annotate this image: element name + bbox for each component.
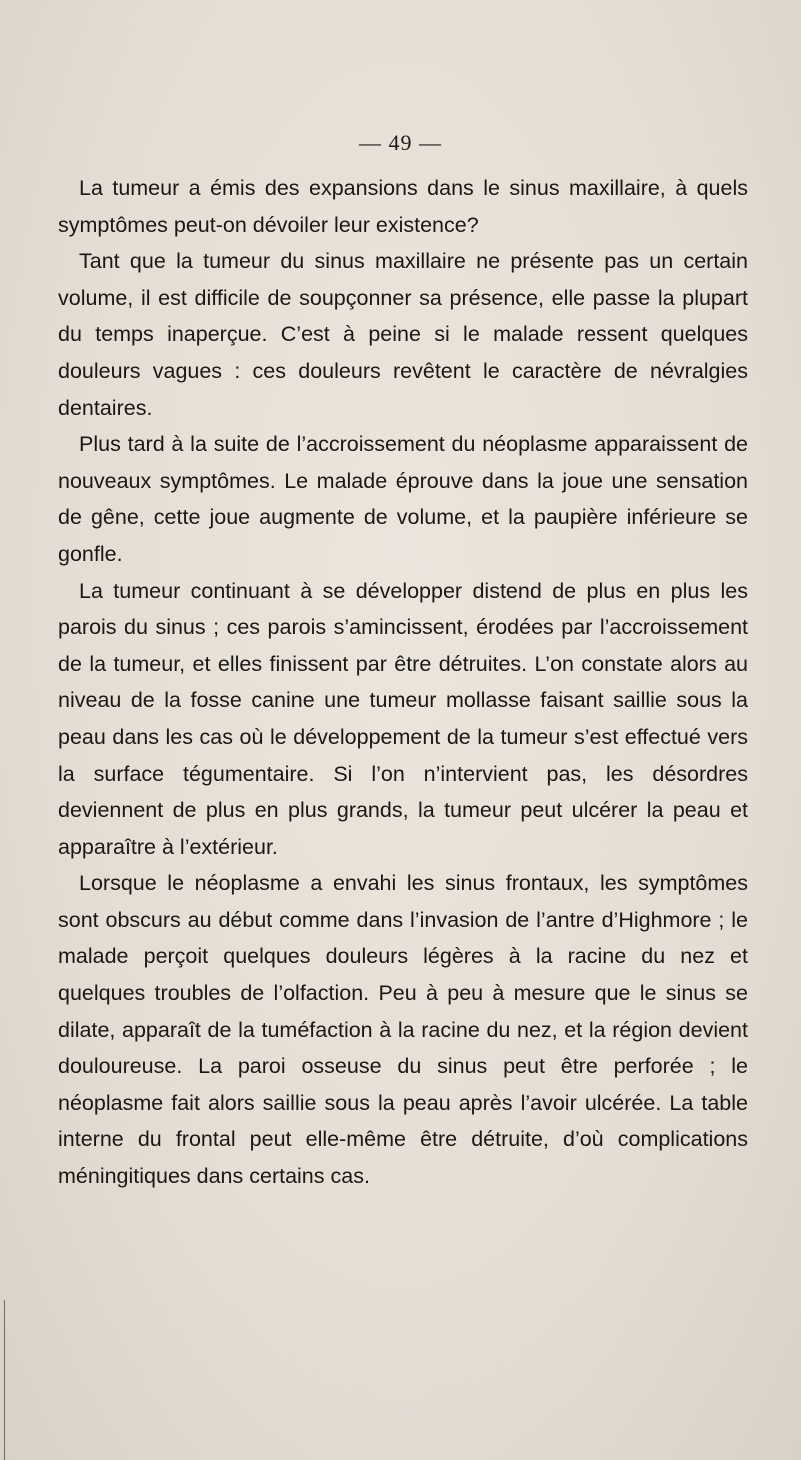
paragraph: La tumeur a émis des expansions dans le sinus maxillaire, à quels symptômes peut-on dévoiler leur existence? [58,176,748,237]
paragraph: La tumeur continuant à se développer distend de plus en plus les parois du sinus ; ces parois s’amincissent, érodées par l’accroissement de la tumeur, et elles finissent par être détruites. L’on constate alors au niveau de la fosse canine une tumeur mollasse faisant saillie sous la peau dans les cas où le développement de la tumeur s’est effectué vers la surface tégumentaire. Si l’on n’intervient pas, les désordres deviennent de plus en plus grands, la tumeur peut ulcérer la peau et apparaître à l’extérieur. [58,578,748,859]
scan-edge-line [4,1300,5,1460]
paragraph: Lorsque le néoplasme a envahi les sinus frontaux, les symptômes sont obscurs au début comme dans l’invasion de l’antre d’Highmore ; le malade perçoit quelques douleurs légères à la racine du nez et quelques troubles de l’olfaction. Peu à peu à mesure que le sinus se dilate, apparaît de la tuméfaction à la racine du nez, et la région devient douloureuse. La paroi osseuse du sinus peut être perforée ; le néoplasme fait alors saillie sous la peau après l’avoir ulcérée. La table interne du frontal peut elle-même être détruite, d’où complications méningitiques dans certains cas. [58,871,748,1189]
paragraph: Tant que la tumeur du sinus maxillaire ne présente pas un certain volume, il est difficile de soupçonner sa présence, elle passe la plupart du temps inaperçue. C’est à peine si le malade ressent quelques douleurs vagues : ces douleurs revêtent le caractère de névralgies dentaires. [58,249,748,420]
body-text [58,170,748,1195]
paragraph: Plus tard à la suite de l’accroissement du néoplasme apparaissent de nouveaux symptômes. Le malade éprouve dans la joue une sensation de gêne, cette joue augmente de volume, et la paupière inférieure se gonfle. [58,432,748,566]
page-number: — 49 — [359,130,442,155]
